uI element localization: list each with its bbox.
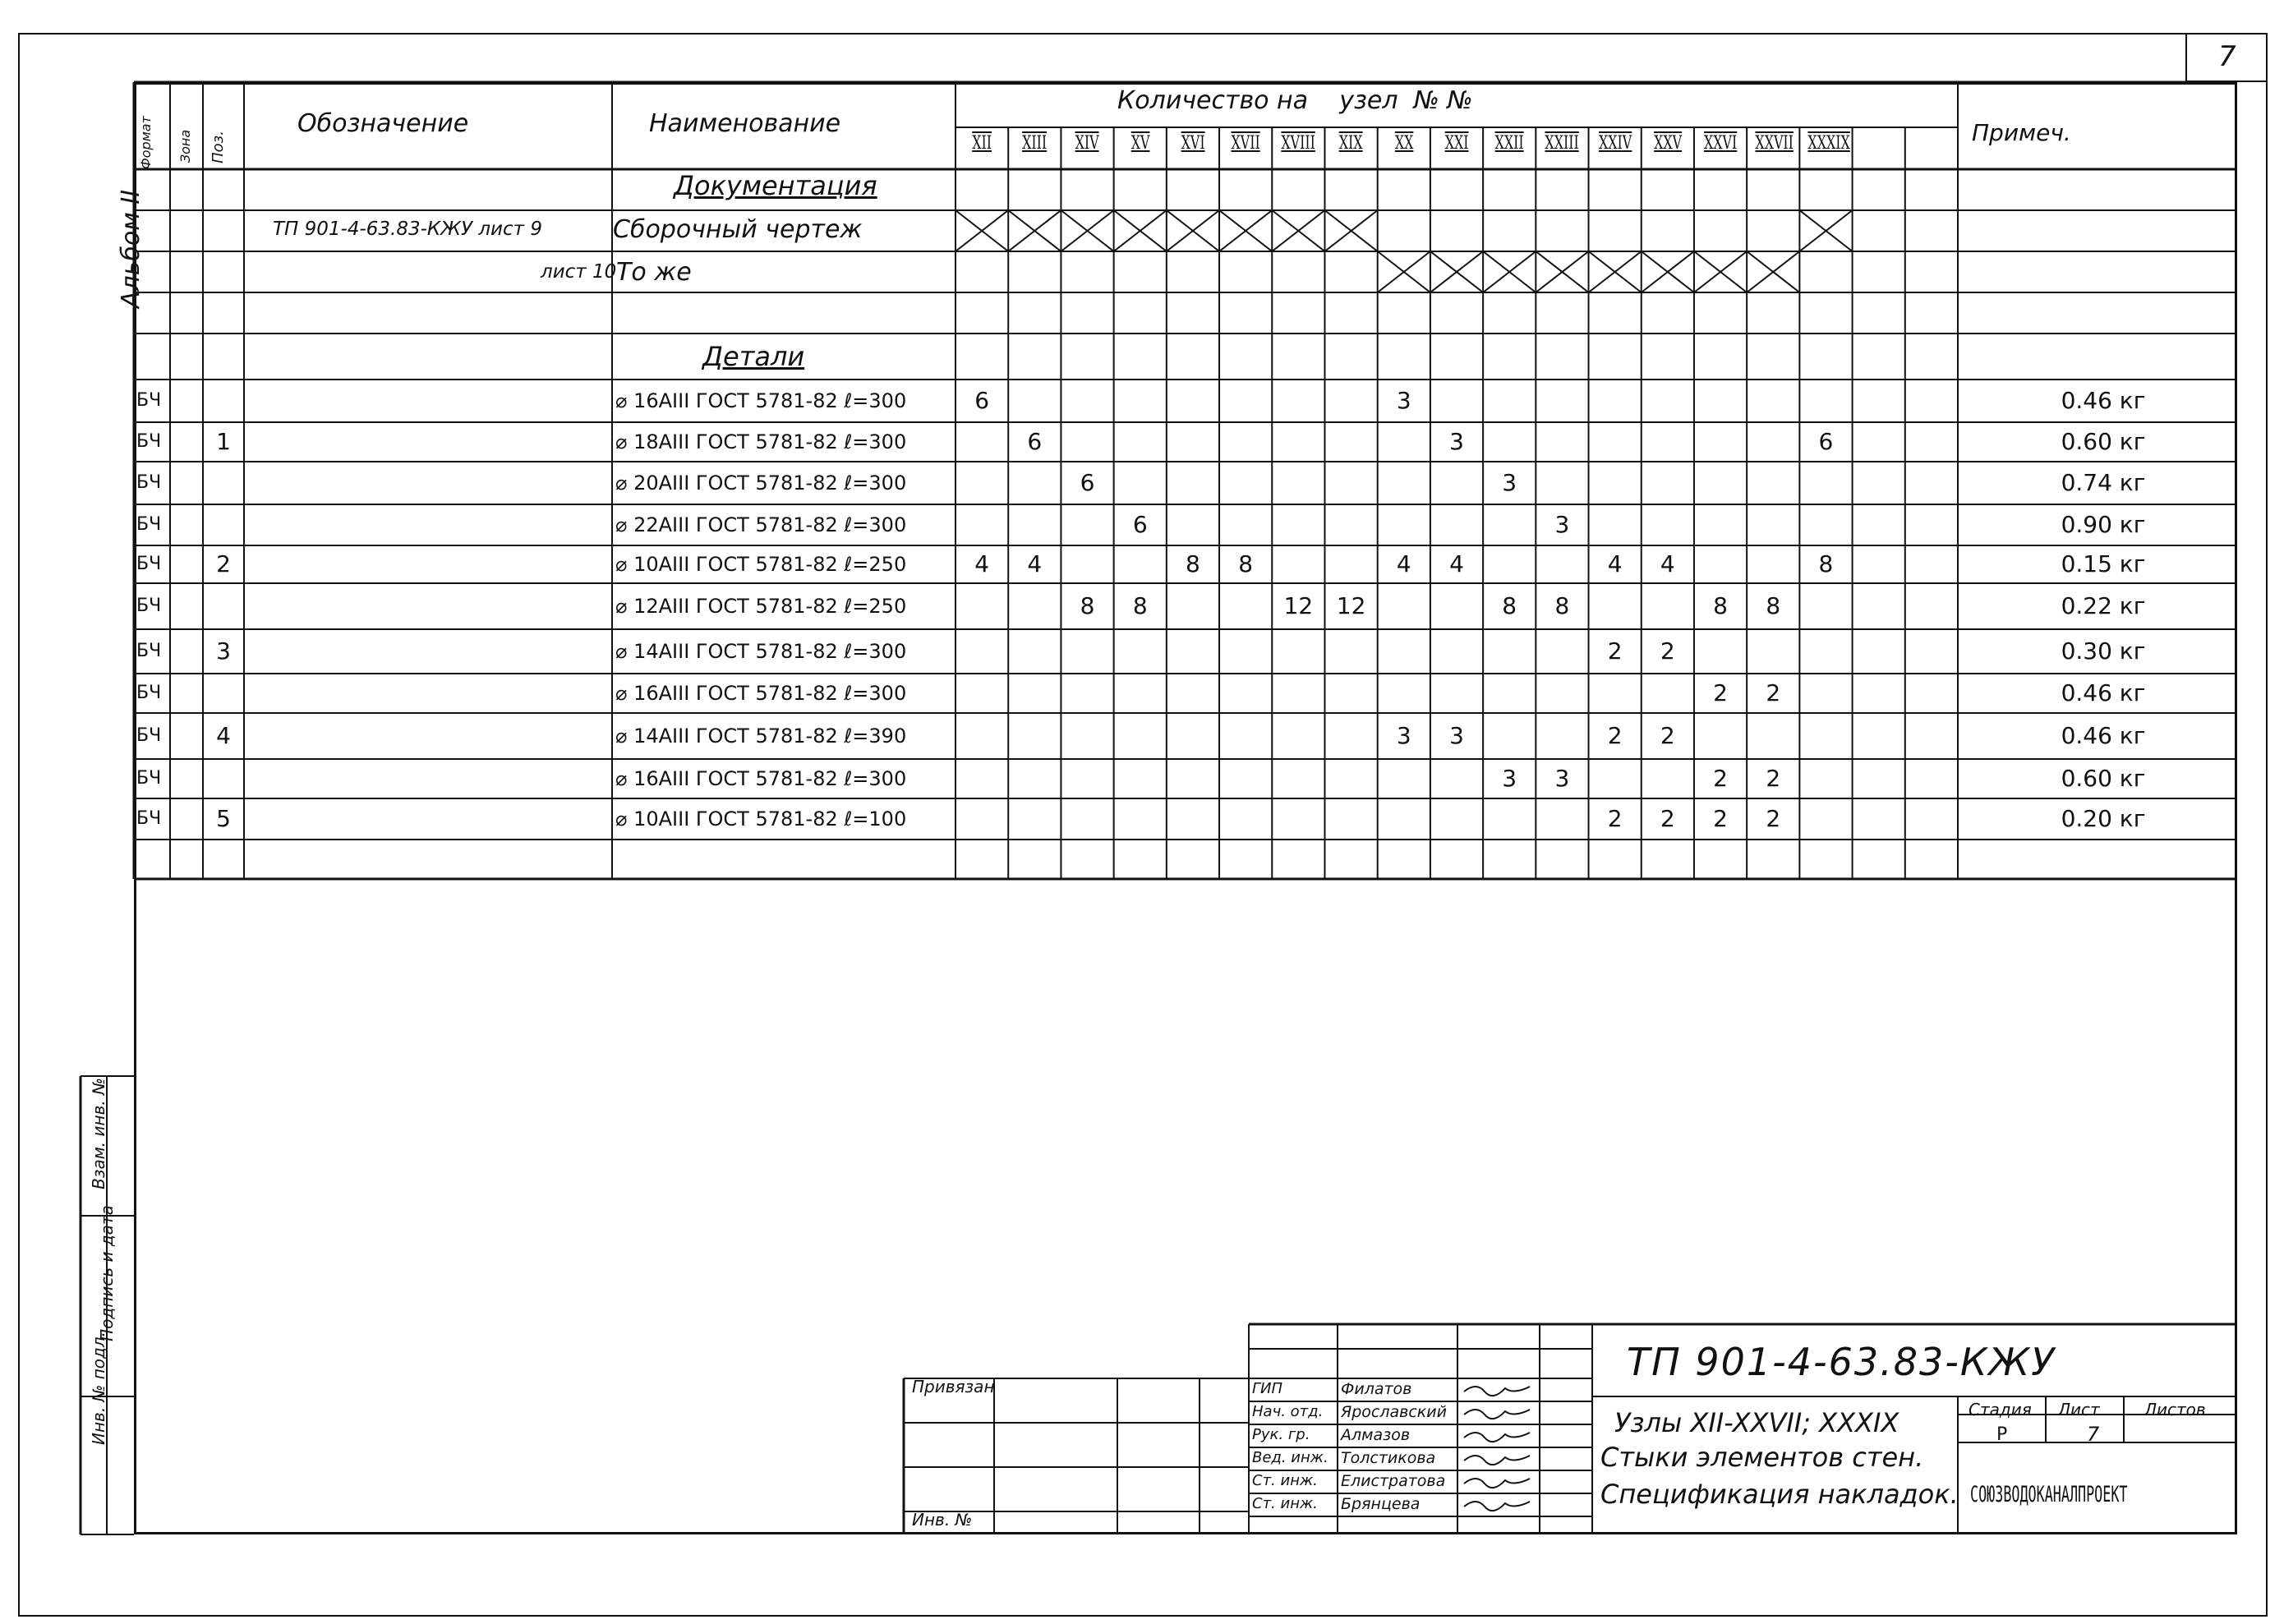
node-header-xx: XX bbox=[1394, 133, 1414, 154]
detail-note: 0.46 кг bbox=[2061, 679, 2146, 706]
detail-note: 0.30 кг bbox=[2061, 637, 2146, 665]
detail-position: 3 bbox=[216, 637, 231, 665]
detail-position: 2 bbox=[216, 550, 231, 577]
detail-quantity: 8 bbox=[1766, 592, 1781, 619]
detail-format: БЧ bbox=[136, 596, 162, 616]
detail-quantity: 12 bbox=[1336, 592, 1366, 619]
tb-title-2: Стыки элементов стен. bbox=[1600, 1442, 1924, 1473]
detail-format: БЧ bbox=[136, 725, 162, 746]
tb-role: Нач. отд. bbox=[1252, 1403, 1324, 1420]
side-stamp-sign: Подпись и дата bbox=[97, 1205, 117, 1341]
detail-quantity: 4 bbox=[1607, 550, 1623, 577]
detail-quantity: 2 bbox=[1713, 805, 1728, 832]
node-header-xiii: XIII bbox=[1022, 133, 1048, 154]
tb-stage: Р bbox=[1996, 1424, 2008, 1445]
detail-format: БЧ bbox=[136, 554, 162, 574]
section-docs: Документация bbox=[674, 170, 877, 201]
detail-quantity: 2 bbox=[1713, 679, 1728, 706]
detail-note: 0.15 кг bbox=[2061, 550, 2146, 577]
tb-code: ТП 901-4-63.83-КЖУ bbox=[1627, 1340, 2056, 1384]
tb-person: Брянцева bbox=[1341, 1495, 1421, 1513]
detail-name: ⌀ 16АIII ГОСТ 5781-82 ℓ=300 bbox=[615, 682, 907, 705]
detail-name: ⌀ 18АIII ГОСТ 5781-82 ℓ=300 bbox=[615, 430, 907, 453]
detail-position: 1 bbox=[216, 428, 231, 455]
header-pos: Поз. bbox=[210, 131, 227, 163]
node-header-xvi: XVI bbox=[1181, 133, 1205, 154]
detail-quantity: 4 bbox=[1027, 550, 1043, 577]
tb-role: Вед. инж. bbox=[1252, 1449, 1328, 1466]
header-format: Формат bbox=[138, 116, 154, 169]
side-stamp-inv: Инв. № подл. bbox=[89, 1332, 108, 1445]
node-header-xvii: XVII bbox=[1231, 133, 1260, 154]
detail-format: БЧ bbox=[136, 641, 162, 661]
detail-quantity: 8 bbox=[1132, 592, 1148, 619]
detail-quantity: 12 bbox=[1283, 592, 1314, 619]
detail-quantity: 6 bbox=[1027, 428, 1043, 455]
signature-scribble bbox=[1464, 1433, 1530, 1442]
detail-quantity: 4 bbox=[1449, 550, 1464, 577]
tb-role: ГИП bbox=[1252, 1380, 1283, 1397]
detail-quantity: 2 bbox=[1660, 805, 1675, 832]
detail-quantity: 4 bbox=[1396, 550, 1411, 577]
detail-quantity: 3 bbox=[1449, 428, 1464, 455]
tb-org: СОЮЗВОДОКАНАЛПРОЕКТ bbox=[1970, 1482, 2128, 1507]
tb-person: Ярославский bbox=[1341, 1403, 1447, 1421]
signature-scribble bbox=[1464, 1410, 1530, 1419]
doc-row-2-designation: лист 10 bbox=[541, 261, 617, 283]
detail-quantity: 3 bbox=[1449, 722, 1464, 749]
tb-title-3: Спецификация накладок. bbox=[1600, 1479, 1959, 1510]
detail-quantity: 3 bbox=[1554, 765, 1570, 792]
node-header-xv: XV bbox=[1130, 133, 1150, 154]
signature-scribble bbox=[1464, 1387, 1530, 1396]
detail-format: БЧ bbox=[136, 683, 162, 703]
tb-inv: Инв. № bbox=[912, 1510, 973, 1530]
detail-note: 0.60 кг bbox=[2061, 428, 2146, 455]
tb-attached: Привязан bbox=[912, 1377, 995, 1396]
tb-sheet-label: Лист bbox=[2058, 1400, 2100, 1419]
detail-quantity: 3 bbox=[1554, 511, 1570, 538]
signature-scribble bbox=[1464, 1502, 1530, 1511]
detail-quantity: 8 bbox=[1502, 592, 1517, 619]
detail-name: ⌀ 16АIII ГОСТ 5781-82 ℓ=300 bbox=[615, 767, 907, 790]
detail-quantity: 8 bbox=[1818, 550, 1834, 577]
detail-quantity: 2 bbox=[1660, 637, 1675, 665]
detail-quantity: 2 bbox=[1607, 722, 1623, 749]
signature-scribble bbox=[1464, 1479, 1530, 1488]
doc-row-1-designation: ТП 901-4-63.83-КЖУ лист 9 bbox=[273, 219, 542, 240]
node-header-xxv: XXV bbox=[1653, 133, 1682, 154]
node-header-xxiii: XXIII bbox=[1545, 133, 1580, 154]
signature-scribble bbox=[1464, 1456, 1530, 1465]
detail-quantity: 2 bbox=[1607, 637, 1623, 665]
node-header-xxxix: XXXIX bbox=[1807, 133, 1851, 154]
node-header-xxiv: XXIV bbox=[1598, 133, 1632, 154]
detail-position: 5 bbox=[216, 805, 231, 832]
detail-note: 0.22 кг bbox=[2061, 592, 2146, 619]
detail-quantity: 8 bbox=[1238, 550, 1254, 577]
tb-person: Алмазов bbox=[1341, 1426, 1411, 1444]
detail-note: 0.74 кг bbox=[2061, 469, 2146, 496]
detail-note: 0.46 кг bbox=[2061, 722, 2146, 749]
header-quantity: Количество на узел № № bbox=[1117, 86, 1473, 115]
header-name: Наименование bbox=[649, 109, 841, 138]
page-number: 7 bbox=[2218, 40, 2236, 73]
tb-role: Рук. гр. bbox=[1252, 1426, 1310, 1443]
tb-stage-label: Стадия bbox=[1969, 1400, 2032, 1419]
detail-name: ⌀ 12АIII ГОСТ 5781-82 ℓ=250 bbox=[615, 595, 907, 618]
detail-quantity: 2 bbox=[1660, 722, 1675, 749]
detail-quantity: 6 bbox=[1132, 511, 1148, 538]
detail-quantity: 4 bbox=[1660, 550, 1675, 577]
tb-title-1: Узлы XII-XXVII; XXXIX bbox=[1614, 1407, 1899, 1438]
header-designation: Обозначение bbox=[297, 109, 469, 138]
detail-note: 0.20 кг bbox=[2061, 805, 2146, 832]
doc-row-2-name: То же bbox=[616, 258, 692, 287]
detail-name: ⌀ 20АIII ГОСТ 5781-82 ℓ=300 bbox=[615, 472, 907, 495]
doc-row-1-name: Сборочный чертеж bbox=[613, 215, 863, 244]
tb-sheet: 7 bbox=[2087, 1423, 2100, 1446]
detail-quantity: 6 bbox=[1080, 469, 1095, 496]
detail-note: 0.46 кг bbox=[2061, 387, 2146, 414]
detail-quantity: 2 bbox=[1607, 805, 1623, 832]
detail-quantity: 3 bbox=[1396, 387, 1411, 414]
tb-person: Толстикова bbox=[1341, 1449, 1436, 1467]
node-header-xix: XIX bbox=[1339, 133, 1363, 154]
detail-name: ⌀ 14АIII ГОСТ 5781-82 ℓ=390 bbox=[615, 725, 907, 748]
header-zone: Зона bbox=[177, 129, 193, 163]
detail-quantity: 8 bbox=[1554, 592, 1570, 619]
detail-format: БЧ bbox=[136, 472, 162, 493]
detail-name: ⌀ 14АIII ГОСТ 5781-82 ℓ=300 bbox=[615, 640, 907, 663]
detail-quantity: 2 bbox=[1766, 765, 1781, 792]
detail-note: 0.60 кг bbox=[2061, 765, 2146, 792]
detail-quantity: 4 bbox=[974, 550, 990, 577]
detail-note: 0.90 кг bbox=[2061, 511, 2146, 538]
detail-quantity: 3 bbox=[1502, 765, 1517, 792]
detail-format: БЧ bbox=[136, 514, 162, 535]
node-header-xiv: XIV bbox=[1075, 133, 1099, 154]
node-header-xxii: XXII bbox=[1494, 133, 1524, 154]
tb-person: Елистратова bbox=[1341, 1472, 1446, 1490]
detail-position: 4 bbox=[216, 722, 231, 749]
detail-quantity: 6 bbox=[974, 387, 990, 414]
node-header-xxi: XXI bbox=[1444, 133, 1469, 154]
header-note: Примеч. bbox=[1972, 119, 2071, 146]
detail-name: ⌀ 10АIII ГОСТ 5781-82 ℓ=250 bbox=[615, 553, 907, 576]
tb-role: Ст. инж. bbox=[1252, 1472, 1318, 1489]
section-details: Детали bbox=[702, 341, 805, 372]
detail-format: БЧ bbox=[136, 390, 162, 411]
detail-quantity: 2 bbox=[1713, 765, 1728, 792]
node-header-xviii: XVIII bbox=[1281, 133, 1316, 154]
detail-name: ⌀ 16АIII ГОСТ 5781-82 ℓ=300 bbox=[615, 389, 907, 412]
detail-name: ⌀ 10АIII ГОСТ 5781-82 ℓ=100 bbox=[615, 807, 907, 830]
detail-quantity: 3 bbox=[1502, 469, 1517, 496]
detail-format: БЧ bbox=[136, 808, 162, 829]
node-header-xii: XII bbox=[972, 133, 992, 154]
detail-quantity: 3 bbox=[1396, 722, 1411, 749]
detail-quantity: 6 bbox=[1818, 428, 1834, 455]
tb-sheets-label: Листов bbox=[2144, 1400, 2206, 1419]
detail-name: ⌀ 22АIII ГОСТ 5781-82 ℓ=300 bbox=[615, 513, 907, 536]
tb-role: Ст. инж. bbox=[1252, 1495, 1318, 1512]
node-header-xxvi: XXVI bbox=[1703, 133, 1738, 154]
detail-format: БЧ bbox=[136, 768, 162, 789]
detail-quantity: 8 bbox=[1713, 592, 1728, 619]
album-label: Альбом II bbox=[117, 189, 145, 308]
detail-quantity: 8 bbox=[1080, 592, 1095, 619]
tb-person: Филатов bbox=[1341, 1380, 1412, 1398]
side-stamp-replace: Взам. инв. № bbox=[89, 1078, 108, 1189]
detail-format: БЧ bbox=[136, 431, 162, 452]
detail-quantity: 2 bbox=[1766, 805, 1781, 832]
detail-quantity: 2 bbox=[1766, 679, 1781, 706]
node-header-xxvii: XXVII bbox=[1755, 133, 1794, 154]
detail-quantity: 8 bbox=[1186, 550, 1200, 577]
